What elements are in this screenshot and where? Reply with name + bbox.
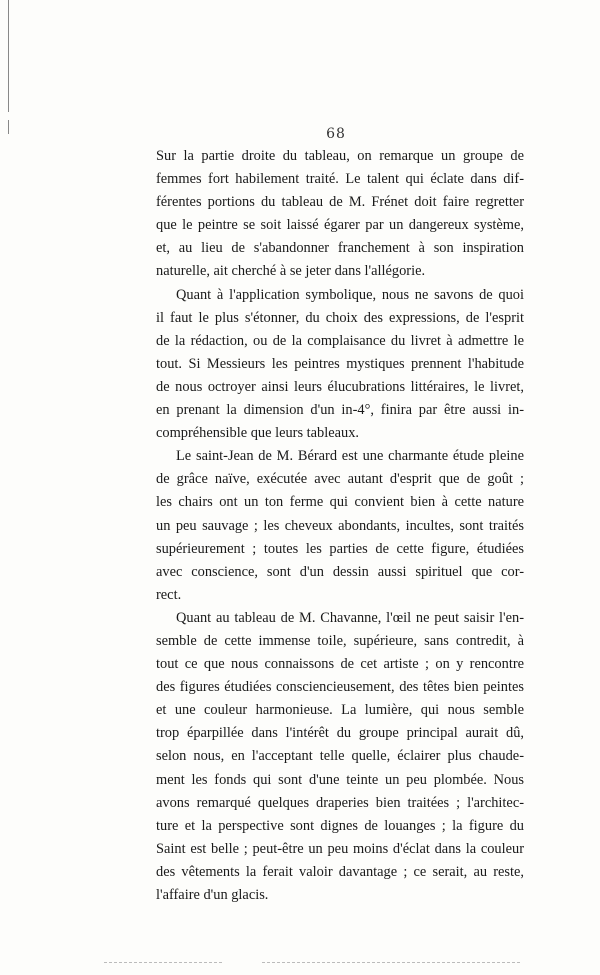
text-line: férentes portions du tableau de M. Frénet doit faire regretter	[156, 194, 524, 211]
text-line: tout. Si Messieurs les peintres mystiques prennent l'habitude	[156, 355, 524, 372]
text-line: femmes fort habilement traité. Le talent qui éclate dans dif-	[156, 171, 524, 188]
text-line: l'affaire d'un glacis.	[156, 887, 269, 903]
text-line: et une couleur harmonieuse. La lumière, qui nous semble	[156, 702, 524, 719]
text-line: il faut le plus s'étonner, du choix des expressions, de l'esprit	[156, 309, 524, 326]
text-line: de grâce naïve, exécutée avec autant d'esprit que de goût ;	[156, 471, 524, 488]
page-edge-mark	[8, 0, 9, 112]
paragraph	[156, 284, 524, 446]
text-line: Quant au tableau de M. Chavanne, l'œil ne peut saisir l'en-	[176, 609, 524, 626]
text-line: naturelle, ait cherché à se jeter dans l'allégorie.	[156, 263, 426, 280]
text-line: des vêtements la ferait valoir davantage ; ce serait, au reste,	[156, 863, 524, 880]
paragraph	[156, 445, 524, 607]
text-line: de nous octroyer ainsi leurs élucubrations littéraires, le livret,	[156, 378, 524, 395]
text-line: rect.	[156, 586, 182, 603]
text-line: supérieurement ; toutes les parties de cette figure, étudiées	[156, 540, 524, 557]
paragraph	[156, 607, 524, 907]
page-bottom-edge	[262, 962, 522, 963]
text-line: ment les fonds qui sont d'une teinte un peu plombée. Nous	[156, 771, 524, 788]
page-bottom-edge	[104, 962, 224, 963]
page-number: 68	[326, 126, 346, 142]
text-line: Saint est belle ; peut-être un peu moins d'éclat dans la couleur	[156, 840, 524, 857]
text-line: de la rédaction, ou de la complaisance du livret à admettre le	[156, 332, 524, 349]
text-line: que le peintre se soit laissé égarer par un dangereux système,	[156, 217, 524, 234]
text-line: avons remarqué quelques draperies bien traitées ; l'architec-	[156, 794, 524, 811]
text-line: Quant à l'application symbolique, nous ne savons de quoi	[176, 286, 524, 303]
text-line: et, au lieu de s'abandonner franchement à son inspiration	[156, 240, 524, 257]
text-line: en prenant la dimension d'un in-4°, finira par être aussi in-	[156, 402, 524, 419]
text-line: ture et la perspective sont dignes de louanges ; la figure du	[156, 817, 524, 834]
text-body	[156, 145, 524, 907]
text-line: Sur la partie droite du tableau, on remarque un groupe de	[156, 148, 524, 164]
text-line: des figures étudiées consciencieusement, des têtes bien peintes	[156, 679, 524, 696]
text-line: avec conscience, sont d'un dessin aussi spirituel que cor-	[156, 563, 524, 580]
text-line: compréhensible que leurs tableaux.	[156, 425, 359, 442]
text-line: semble de cette immense toile, supérieure, sans contredit, à	[156, 632, 524, 649]
text-line: un peu sauvage ; les cheveux abondants, incultes, sont traités	[156, 517, 524, 534]
text-line: selon nous, en l'acceptant telle quelle, éclairer plus chaude-	[156, 748, 524, 765]
text-line: Le saint-Jean de M. Bérard est une charmante étude pleine	[176, 448, 524, 465]
paragraph	[156, 145, 524, 284]
text-line: trop éparpillée dans l'intérêt du groupe principal aurait dû,	[156, 725, 524, 742]
text-line: tout ce que nous connaissons de cet artiste ; on y rencontre	[156, 656, 524, 673]
text-line: les chairs ont un ton ferme qui convient bien à cette nature	[156, 494, 524, 511]
